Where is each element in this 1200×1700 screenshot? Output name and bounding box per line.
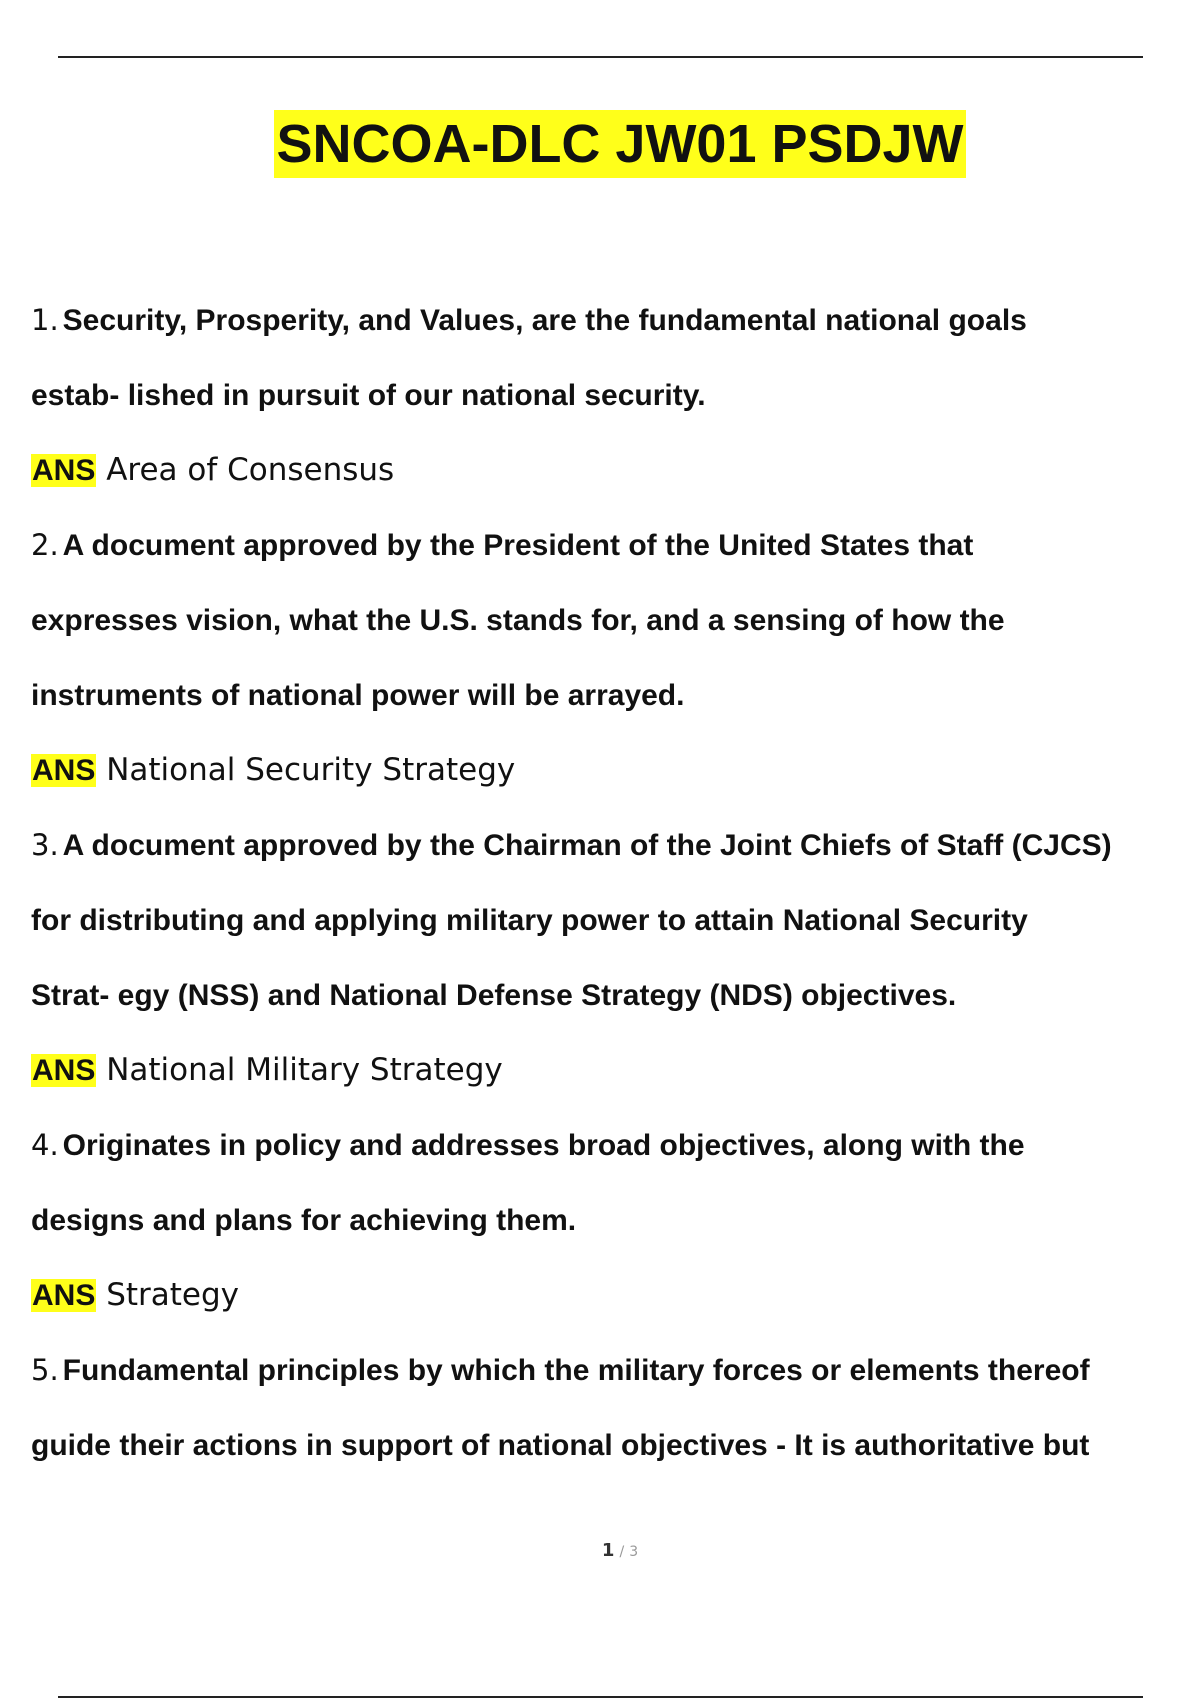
bottom-rule xyxy=(58,1696,1143,1698)
document-title: SNCOA-DLC JW01 PSDJW xyxy=(274,110,965,178)
question-line: Originates in policy and addresses broad objectives, along with the xyxy=(62,1129,1025,1162)
ans-label: ANS xyxy=(32,1054,96,1087)
question-line: A document approved by the President of the United States that xyxy=(62,529,974,562)
page-indicator xyxy=(0,1540,1200,1561)
question-line: Security, Prosperity, and Values, are the fundamental national goals xyxy=(62,304,1027,337)
ans-label: ANS xyxy=(32,754,96,787)
top-rule xyxy=(58,56,1143,58)
question-5-line-2: guide their actions in support of national objectives - It is authoritative but xyxy=(31,1429,1090,1462)
total-pages: 3 xyxy=(629,1544,639,1560)
question-line: Fundamental principles by which the military forces or elements thereof xyxy=(62,1354,1090,1387)
question-number: 2. xyxy=(31,528,59,562)
answer-4 xyxy=(31,1258,1193,1333)
question-3-line-3: Strat- egy (NSS) and National Defense Strategy (NDS) objectives. xyxy=(31,979,957,1012)
question-2-line-2: expresses vision, what the U.S. stands for, and a sensing of how the xyxy=(31,604,1005,637)
answer-2 xyxy=(31,733,1193,808)
ans-label: ANS xyxy=(32,1279,96,1312)
current-page: 1 xyxy=(601,1540,615,1561)
answer-text: National Military Strategy xyxy=(106,1052,503,1088)
question-2-line-3: instruments of national power will be arrayed. xyxy=(31,679,685,712)
question-1-line-2: estab- lished in pursuit of our national security. xyxy=(31,379,706,412)
answer-text: Strategy xyxy=(106,1277,240,1313)
question-3 xyxy=(31,808,1193,883)
question-1 xyxy=(31,283,1193,358)
title-container xyxy=(0,110,1200,178)
question-number: 5. xyxy=(31,1353,59,1387)
answer-text: National Security Strategy xyxy=(106,752,516,788)
question-4-line-2: designs and plans for achieving them. xyxy=(31,1204,577,1237)
question-number: 1. xyxy=(31,303,59,337)
ans-label: ANS xyxy=(32,454,96,487)
question-line: A document approved by the Chairman of the Joint Chiefs of Staff (CJCS) xyxy=(62,829,1112,862)
answer-3 xyxy=(31,1033,1193,1108)
qa-list xyxy=(31,283,1193,1483)
question-3-line-2: for distributing and applying military power to attain National Security xyxy=(31,904,1028,937)
answer-1 xyxy=(31,433,1193,508)
question-number: 3. xyxy=(31,828,59,862)
question-4 xyxy=(31,1108,1193,1183)
question-2 xyxy=(31,508,1193,583)
question-5 xyxy=(31,1333,1193,1408)
answer-text: Area of Consensus xyxy=(106,452,395,488)
question-number: 4. xyxy=(31,1128,59,1162)
page-separator: / xyxy=(619,1544,625,1560)
